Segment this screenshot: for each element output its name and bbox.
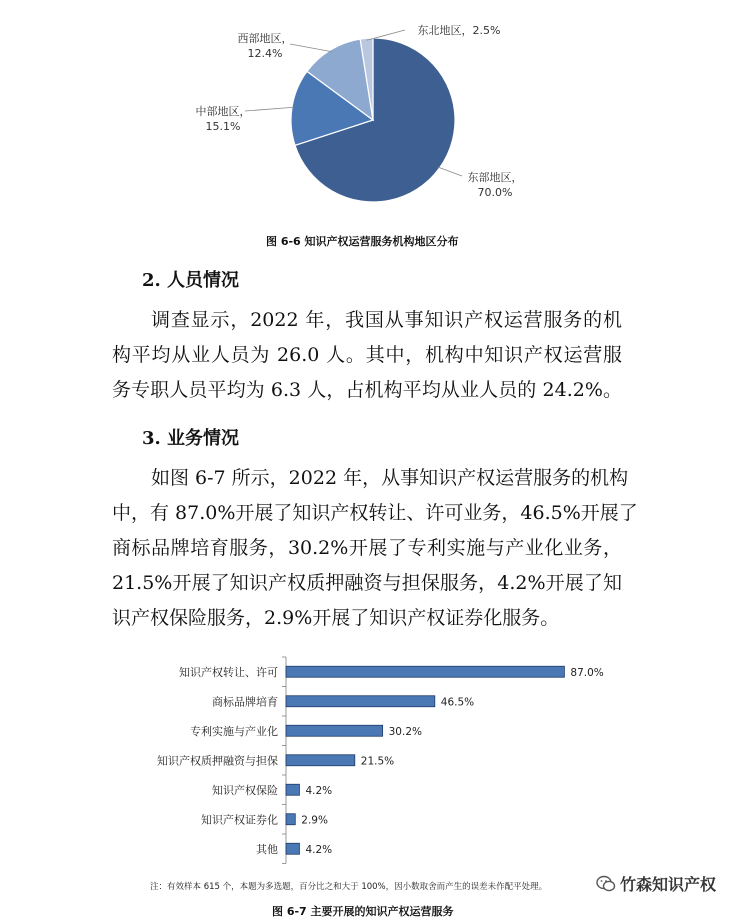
section-3-paragraph [112, 461, 638, 636]
bar-value-label: 2.9% [301, 814, 328, 827]
section-2-line: 构平均从业人员为 26.0 人。其中，机构中知识产权运营服 [112, 344, 622, 366]
bar-value-label: 46.5% [440, 696, 475, 709]
pie-slices [291, 38, 455, 202]
section-2-heading: 2. 人员情况 [142, 270, 240, 291]
bar [286, 696, 435, 707]
bar-category-label: 知识产权保险 [212, 783, 278, 797]
section-3-line: 商标品牌培育服务，30.2%开展了专利实施与产业化业务， [112, 537, 622, 559]
watermark-text: 竹森知识产权 [620, 875, 717, 894]
pie-chart [0, 0, 748, 225]
bar-category-label: 知识产权证券化 [201, 813, 278, 827]
bar-value-label: 4.2% [305, 784, 333, 797]
bar-chart-note: 注：有效样本 615 个，本题为多选题，百分比之和大于 100%，因小数取舍而产生的误差未作配平处理。 [150, 882, 548, 892]
bar [286, 725, 383, 736]
section-2-paragraph [112, 303, 622, 408]
section-3-line: 识产权保险服务，2.9%开展了知识产权证券化服务。 [112, 607, 560, 629]
watermark [596, 872, 716, 895]
bar-chart [0, 655, 748, 865]
bar-category-label: 知识产权转让、许可 [179, 665, 278, 679]
pie-chart-caption: 图 6-6 知识产权运营服务机构地区分布 [266, 235, 459, 248]
wechat-icon [596, 875, 616, 893]
pie-label-northeast: 东北地区，2.5% [417, 24, 501, 37]
bar-category-label: 其他 [256, 842, 278, 856]
section-3-line: 中，有 87.0%开展了知识产权转让、许可业务，46.5%开展了 [112, 502, 638, 524]
bar-category-label: 商标品牌培育 [212, 695, 278, 709]
bar [286, 755, 355, 766]
bar-value-label: 4.2% [305, 843, 333, 856]
bar-category-label: 知识产权质押融资与担保 [157, 754, 278, 768]
section-3-line: 21.5%开展了知识产权质押融资与担保服务，4.2%开展了知 [112, 572, 622, 594]
bar-category-label: 专利实施与产业化 [190, 724, 278, 738]
bar [286, 843, 299, 854]
bar-chart-caption: 图 6-7 主要开展的知识产权运营服务 [272, 905, 454, 918]
section-3-heading: 3. 业务情况 [142, 428, 240, 449]
bar-value-label: 21.5% [360, 755, 395, 768]
bar-value-label: 87.0% [570, 666, 604, 679]
bar [286, 666, 564, 677]
pie-label-central: 中部地区， 15.1% [195, 105, 251, 133]
section-2-line: 务专职人员平均为 6.3 人，占机构平均从业人员的 24.2%。 [112, 379, 622, 401]
section-2-line: 调查显示，2022 年，我国从事知识产权运营服务的机 [151, 309, 622, 331]
section-3-line: 如图 6-7 所示，2022 年，从事知识产权运营服务的机构 [151, 467, 629, 489]
bar [286, 814, 295, 825]
pie-label-west: 西部地区， 12.4% [237, 32, 293, 60]
pie-label-east: 东部地区， 70.0% [467, 171, 523, 199]
bar [286, 784, 299, 795]
bar-value-label: 30.2% [388, 725, 422, 738]
